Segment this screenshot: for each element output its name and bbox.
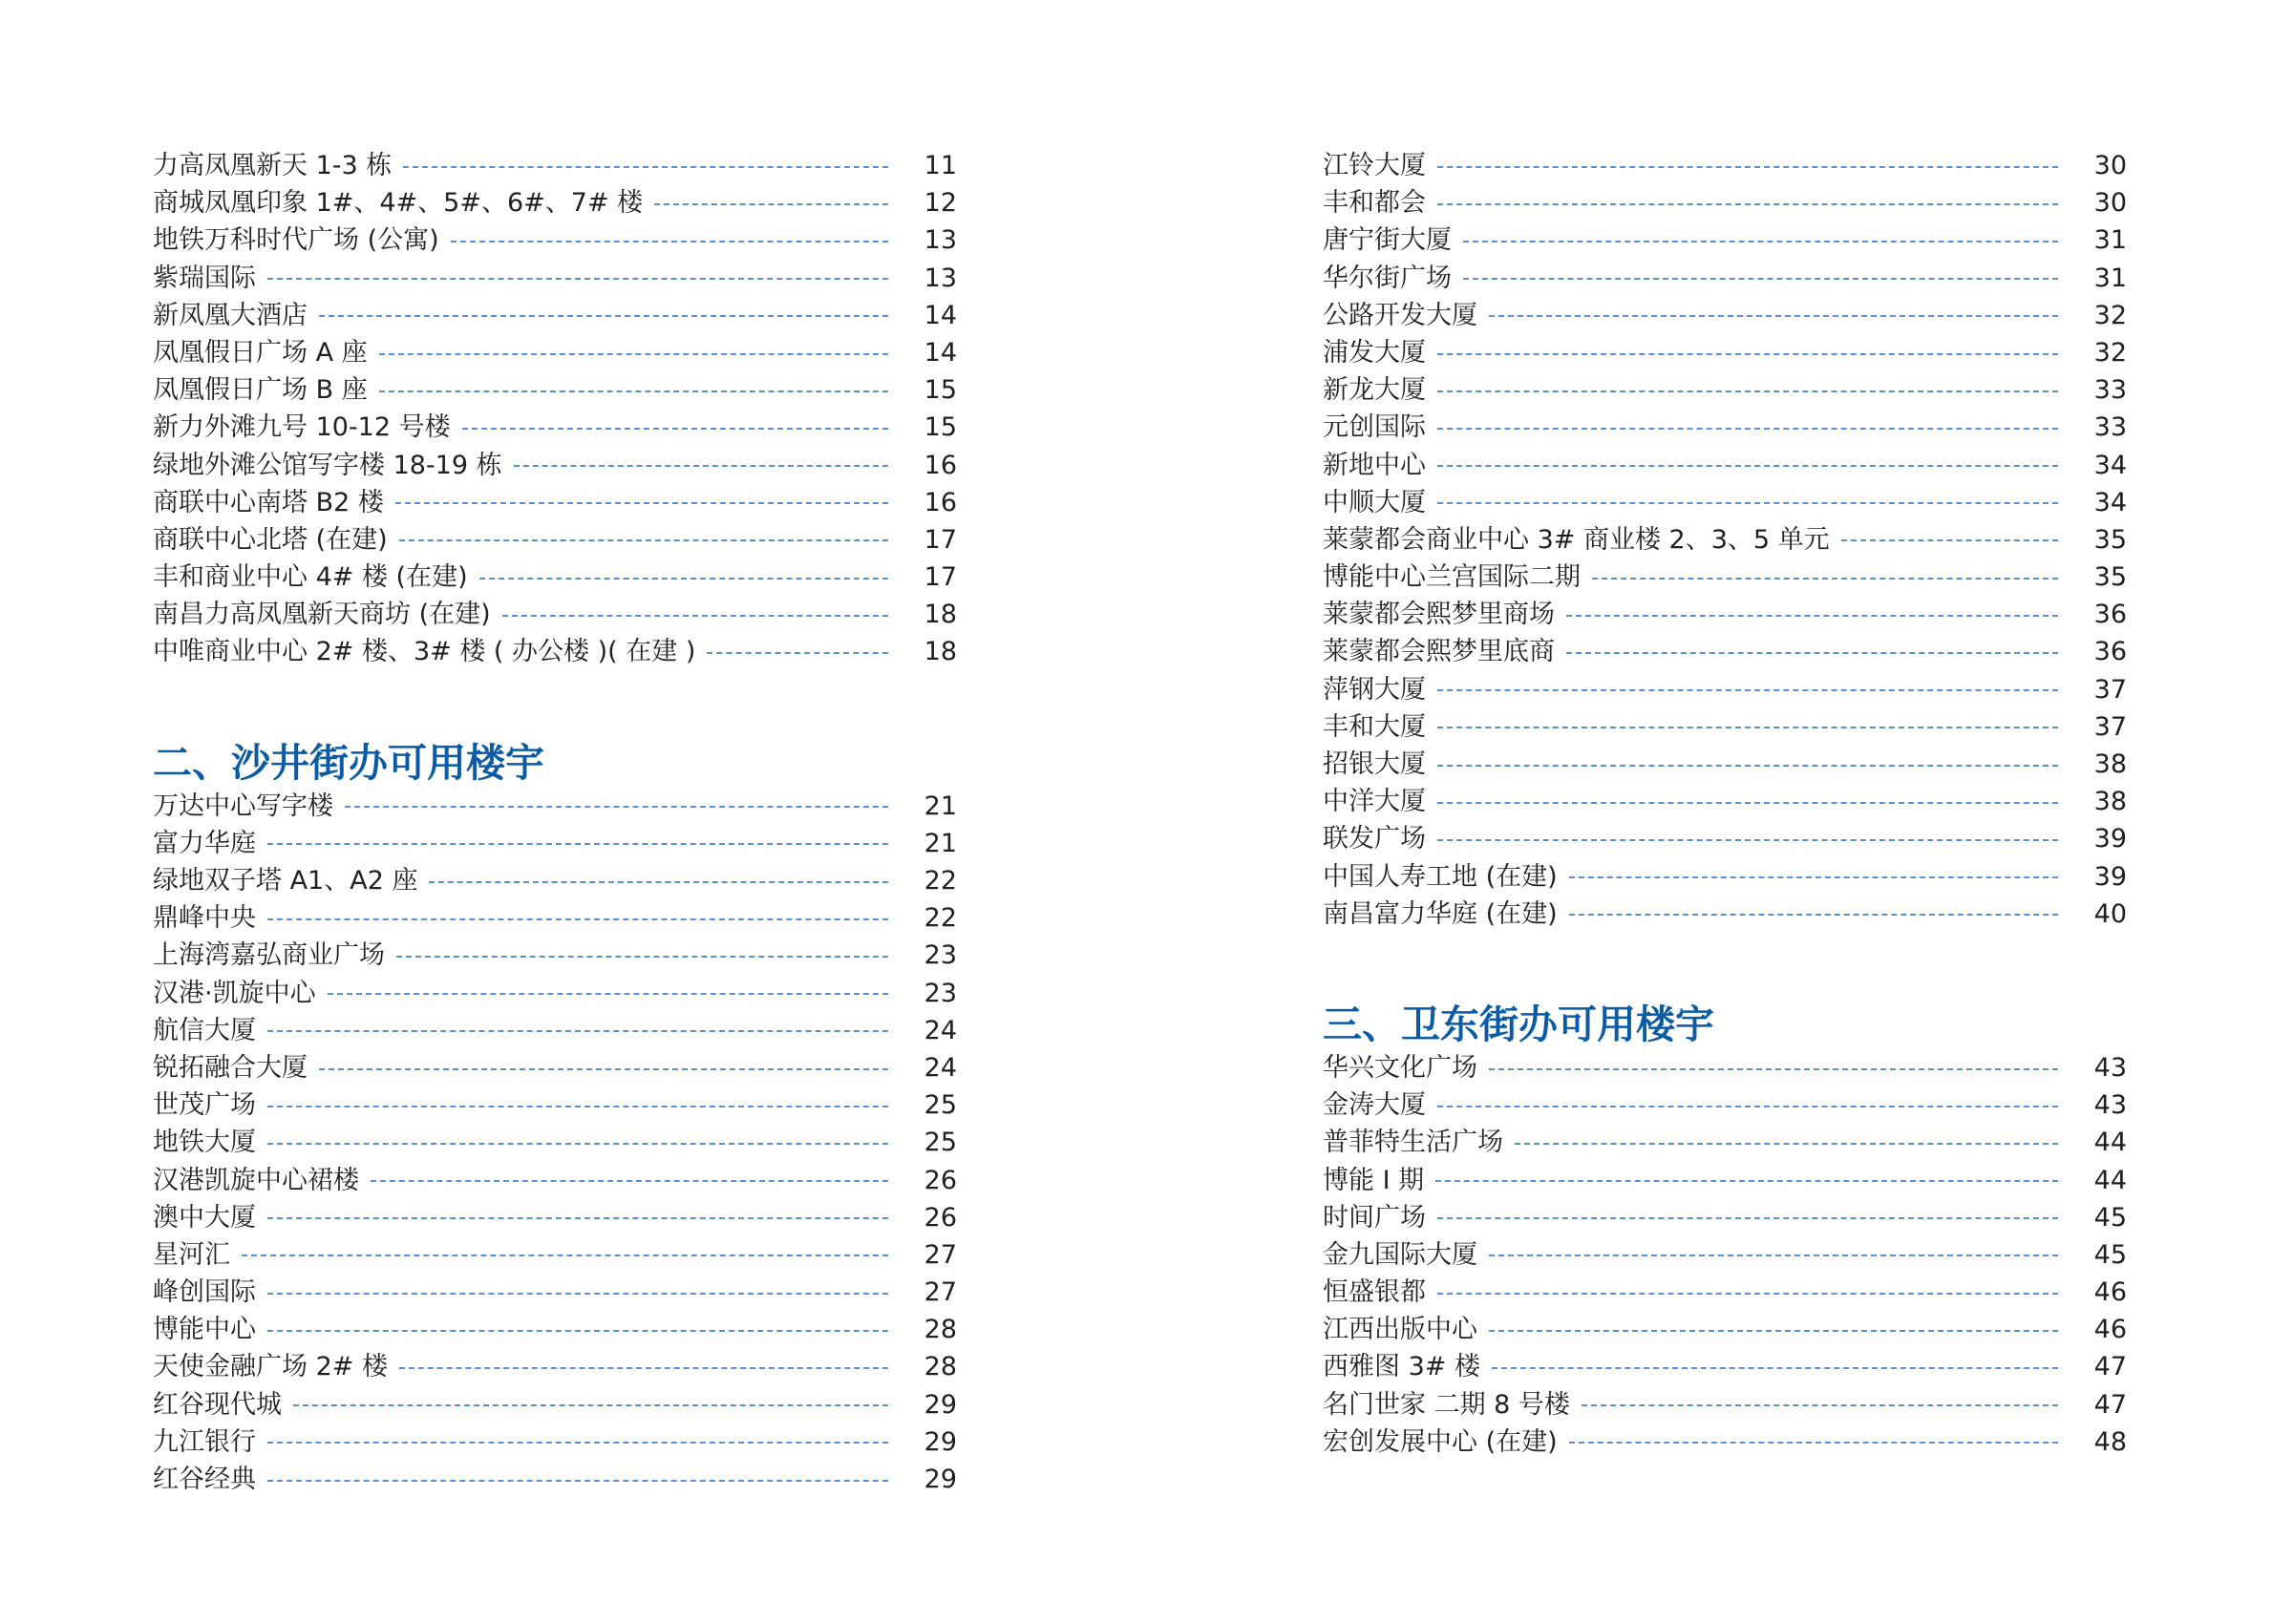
toc-entry-title: 紫瑞国际	[153, 263, 256, 293]
toc-entry-title: 力高凤凰新天 1-3 栋	[153, 151, 393, 180]
toc-entry-page-number: 13	[924, 225, 957, 256]
toc-entry-title: 鼎峰中央	[153, 903, 256, 934]
toc-leader-dots	[1566, 615, 2058, 617]
toc-entry-title: 恒盛银都	[1323, 1277, 1426, 1308]
toc-entry-title: 上海湾嘉弘商业广场	[153, 940, 385, 971]
toc-entry[interactable]	[1323, 559, 2127, 596]
toc-entry[interactable]	[1323, 746, 2127, 783]
toc-leader-dots	[1569, 914, 2058, 916]
toc-entry-title: 世茂广场	[153, 1090, 256, 1121]
toc-entry-page-number: 37	[2093, 674, 2127, 705]
toc-leader-dots	[379, 353, 888, 355]
toc-leader-dots	[371, 1180, 888, 1182]
toc-entry-title: 联发广场	[1323, 824, 1426, 854]
toc-entry-title: 绿地外滩公馆写字楼 18-19 栋	[153, 450, 502, 480]
toc-entry-page-number: 45	[2093, 1239, 2127, 1270]
toc-leader-dots	[1463, 241, 2058, 243]
toc-entry-title: 博能中心兰宫国际二期	[1323, 562, 1581, 593]
toc-entry[interactable]	[1323, 708, 2127, 746]
toc-entry-title: 中洋大厦	[1323, 787, 1426, 817]
toc-entry-page-number: 30	[2093, 188, 2127, 219]
toc-entry[interactable]	[1323, 409, 2127, 446]
toc-leader-dots	[396, 956, 888, 958]
toc-entry[interactable]	[1323, 1274, 2127, 1311]
toc-leader-dots	[267, 1217, 888, 1219]
toc-entry-page-number: 29	[924, 1389, 957, 1420]
toc-entry-title: 招银大厦	[1323, 749, 1426, 779]
toc-group-shajing	[153, 788, 957, 1499]
toc-entry-page-number: 26	[924, 1165, 957, 1195]
toc-leader-dots	[267, 1330, 888, 1332]
toc-entry-page-number: 11	[924, 151, 957, 180]
toc-entry-title: 航信大厦	[153, 1015, 256, 1045]
toc-entry[interactable]	[153, 1049, 957, 1086]
toc-entry[interactable]	[1323, 484, 2127, 521]
toc-leader-dots	[267, 843, 888, 845]
toc-entry-title: 峰创国际	[153, 1277, 256, 1308]
toc-entry-page-number: 32	[2093, 337, 2127, 368]
toc-entry[interactable]	[153, 788, 957, 825]
toc-entry[interactable]	[1323, 1424, 2127, 1461]
toc-entry-page-number: 32	[2093, 300, 2127, 330]
toc-leader-dots	[1566, 652, 2058, 654]
toc-entry[interactable]	[153, 825, 957, 862]
toc-entry-title: 博能中心	[153, 1315, 256, 1345]
toc-entry-title: 万达中心写字楼	[153, 791, 333, 821]
toc-group-continued-left	[153, 147, 957, 671]
toc-leader-dots	[1437, 353, 2058, 355]
toc-entry-page-number: 31	[2093, 263, 2127, 293]
toc-entry[interactable]	[1323, 1086, 2127, 1124]
toc-entry-title: 锐拓融合大厦	[153, 1052, 308, 1083]
toc-entry-title: 金涛大厦	[1323, 1090, 1426, 1121]
toc-leader-dots	[1435, 1180, 2058, 1182]
toc-entry-page-number: 43	[2093, 1052, 2127, 1083]
toc-entry-page-number: 18	[924, 637, 957, 667]
toc-leader-dots	[1437, 839, 2058, 841]
toc-entry[interactable]	[153, 633, 957, 670]
toc-leader-dots	[1437, 465, 2058, 467]
toc-entry-title: 红谷现代城	[153, 1389, 282, 1420]
toc-entry-page-number: 40	[2093, 898, 2127, 929]
toc-leader-dots	[514, 465, 888, 467]
toc-leader-dots	[1492, 1367, 2058, 1369]
section-heading-weidong: 三、卫东街办可用楼宇	[1323, 1001, 1714, 1047]
toc-entry-title: 中国人寿工地 (在建)	[1323, 861, 1558, 892]
toc-leader-dots	[267, 1480, 888, 1482]
toc-entry-page-number: 34	[2093, 487, 2127, 517]
toc-entry[interactable]	[153, 409, 957, 446]
toc-leader-dots	[1582, 1404, 2058, 1406]
toc-leader-dots	[1437, 428, 2058, 430]
toc-entry-page-number: 22	[924, 903, 957, 934]
toc-entry-title: 萍钢大厦	[1323, 674, 1426, 705]
toc-entry[interactable]	[1323, 1124, 2127, 1161]
toc-entry-title: 普菲特生活广场	[1323, 1128, 1503, 1158]
toc-entry[interactable]	[1323, 447, 2127, 484]
toc-entry-title: 时间广场	[1323, 1202, 1426, 1233]
toc-entry[interactable]	[1323, 334, 2127, 371]
toc-entry-title: 江西出版中心	[1323, 1315, 1477, 1345]
toc-entry-title: 九江银行	[153, 1426, 256, 1457]
toc-leader-dots	[345, 806, 888, 808]
toc-leader-dots	[319, 315, 888, 317]
toc-entry-page-number: 36	[2093, 637, 2127, 667]
toc-entry-title: 公路开发大厦	[1323, 300, 1477, 330]
toc-leader-dots	[267, 1106, 888, 1107]
toc-entry-title: 红谷经典	[153, 1465, 256, 1494]
toc-entry-page-number: 29	[924, 1465, 957, 1494]
toc-leader-dots	[267, 1030, 888, 1032]
toc-entry[interactable]	[153, 975, 957, 1012]
toc-leader-dots	[451, 241, 888, 243]
toc-entry-page-number: 15	[924, 375, 957, 406]
toc-right-column	[1323, 147, 2127, 1461]
toc-group-weidong	[1323, 1049, 2127, 1461]
toc-entry-page-number: 25	[924, 1128, 957, 1158]
toc-entry-title: 唐宁街大厦	[1323, 225, 1452, 256]
toc-entry[interactable]	[153, 1012, 957, 1049]
toc-leader-dots	[1569, 1442, 2058, 1444]
toc-entry[interactable]	[1323, 221, 2127, 259]
toc-entry[interactable]	[153, 596, 957, 633]
toc-entry-page-number: 16	[924, 487, 957, 517]
toc-entry-title: 南昌力高凤凰新天商坊 (在建)	[153, 600, 491, 630]
toc-entry-page-number: 23	[924, 940, 957, 971]
toc-entry[interactable]	[1323, 858, 2127, 896]
toc-entry-page-number: 14	[924, 337, 957, 368]
toc-entry[interactable]	[153, 1236, 957, 1274]
toc-entry[interactable]	[153, 1199, 957, 1236]
toc-leader-dots	[1841, 539, 2058, 541]
toc-entry[interactable]	[1323, 147, 2127, 184]
toc-entry-title: 莱蒙都会熙梦里商场	[1323, 600, 1555, 630]
toc-entry[interactable]	[153, 447, 957, 484]
toc-entry-page-number: 14	[924, 300, 957, 330]
toc-leader-dots	[242, 1255, 888, 1256]
toc-entry-page-number: 36	[2093, 600, 2127, 630]
toc-entry-page-number: 17	[924, 562, 957, 593]
toc-entry[interactable]	[153, 184, 957, 221]
toc-entry-page-number: 46	[2093, 1277, 2127, 1308]
toc-leader-dots	[1489, 1068, 2058, 1070]
toc-leader-dots	[429, 881, 888, 883]
toc-entry-page-number: 13	[924, 263, 957, 293]
toc-entry[interactable]	[153, 147, 957, 184]
toc-entry-page-number: 16	[924, 450, 957, 480]
toc-entry-page-number: 43	[2093, 1090, 2127, 1121]
toc-entry-title: 南昌富力华庭 (在建)	[1323, 898, 1558, 929]
toc-leader-dots	[1437, 390, 2058, 392]
toc-entry[interactable]	[1323, 896, 2127, 933]
toc-entry-title: 汉港凯旋中心裙楼	[153, 1165, 359, 1195]
toc-entry-page-number: 24	[924, 1052, 957, 1083]
toc-entry[interactable]	[153, 297, 957, 334]
toc-leader-dots	[1489, 1330, 2058, 1332]
toc-entry-page-number: 24	[924, 1015, 957, 1045]
toc-leader-dots	[1437, 727, 2058, 728]
toc-entry-page-number: 38	[2093, 787, 2127, 817]
toc-entry[interactable]	[153, 1348, 957, 1385]
toc-entry-page-number: 17	[924, 524, 957, 555]
toc-entry-page-number: 29	[924, 1426, 957, 1457]
toc-entry-title: 江铃大厦	[1323, 151, 1426, 180]
toc-entry[interactable]	[1323, 1386, 2127, 1424]
toc-entry-title: 地铁大厦	[153, 1128, 256, 1158]
toc-entry-title: 金九国际大厦	[1323, 1239, 1477, 1270]
toc-entry-page-number: 15	[924, 412, 957, 443]
toc-entry-title: 澳中大厦	[153, 1202, 256, 1233]
toc-leader-dots	[502, 615, 888, 617]
toc-entry[interactable]	[153, 484, 957, 521]
toc-leader-dots	[1437, 689, 2058, 691]
toc-entry-page-number: 38	[2093, 749, 2127, 779]
toc-leader-dots	[462, 428, 888, 430]
toc-entry-title: 西雅图 3# 楼	[1323, 1352, 1480, 1382]
toc-leader-dots	[1437, 166, 2058, 168]
toc-entry-title: 中唯商业中心 2# 楼、3# 楼 ( 办公楼 )( 在建 )	[153, 637, 696, 667]
toc-entry[interactable]	[1323, 260, 2127, 297]
toc-entry-title: 元创国际	[1323, 412, 1426, 443]
toc-entry-page-number: 27	[924, 1277, 957, 1308]
toc-entry-page-number: 33	[2093, 412, 2127, 443]
toc-left-column	[153, 147, 957, 1498]
toc-entry-title: 星河汇	[153, 1239, 230, 1270]
toc-entry-title: 地铁万科时代广场 (公寓)	[153, 225, 439, 256]
toc-entry[interactable]	[153, 1386, 957, 1424]
toc-entry-title: 丰和商业中心 4# 楼 (在建)	[153, 562, 468, 593]
toc-leader-dots	[399, 1367, 888, 1369]
toc-entry-page-number: 26	[924, 1202, 957, 1233]
toc-leader-dots	[1489, 1255, 2058, 1256]
toc-entry-title: 丰和都会	[1323, 188, 1426, 219]
toc-entry[interactable]	[153, 1311, 957, 1348]
toc-entry[interactable]	[1323, 1162, 2127, 1199]
toc-entry-title: 汉港·凯旋中心	[153, 978, 316, 1008]
toc-leader-dots	[328, 993, 888, 995]
section-heading-shajing: 二、沙井街办可用楼宇	[153, 739, 544, 786]
toc-entry-title: 名门世家 二期 8 号楼	[1323, 1389, 1570, 1420]
toc-entry[interactable]	[1323, 1311, 2127, 1348]
toc-group-continued-right	[1323, 147, 2127, 933]
toc-entry[interactable]	[153, 1461, 957, 1498]
toc-entry[interactable]	[1323, 371, 2127, 409]
toc-entry-page-number: 35	[2093, 562, 2127, 593]
toc-entry[interactable]	[153, 1086, 957, 1124]
toc-entry-page-number: 31	[2093, 225, 2127, 256]
toc-entry-page-number: 34	[2093, 450, 2127, 480]
toc-entry-title: 新龙大厦	[1323, 375, 1426, 406]
toc-entry-page-number: 35	[2093, 524, 2127, 555]
toc-entry-title: 新力外滩九号 10-12 号楼	[153, 412, 451, 443]
toc-leader-dots	[1569, 876, 2058, 878]
toc-entry-page-number: 30	[2093, 151, 2127, 180]
toc-entry-page-number: 39	[2093, 861, 2127, 892]
toc-entry[interactable]	[1323, 596, 2127, 633]
toc-entry-page-number: 47	[2093, 1352, 2127, 1382]
toc-entry[interactable]	[1323, 1049, 2127, 1086]
toc-entry-page-number: 44	[2093, 1128, 2127, 1158]
toc-entry-title: 华兴文化广场	[1323, 1052, 1477, 1083]
toc-entry-page-number: 46	[2093, 1315, 2127, 1345]
toc-entry[interactable]	[1323, 783, 2127, 820]
toc-entry[interactable]	[1323, 671, 2127, 708]
toc-entry-page-number: 18	[924, 600, 957, 630]
toc-entry[interactable]	[153, 221, 957, 259]
toc-leader-dots	[1437, 765, 2058, 767]
toc-entry-page-number: 33	[2093, 375, 2127, 406]
toc-entry[interactable]	[153, 334, 957, 371]
toc-entry[interactable]	[153, 937, 957, 974]
toc-entry-title: 中顺大厦	[1323, 487, 1426, 517]
toc-leader-dots	[479, 578, 888, 580]
toc-leader-dots	[654, 203, 888, 205]
toc-entry-title: 莱蒙都会商业中心 3# 商业楼 2、3、5 单元	[1323, 524, 1830, 555]
toc-leader-dots	[1515, 1143, 2058, 1145]
toc-entry-title: 丰和大厦	[1323, 711, 1426, 742]
toc-leader-dots	[319, 1068, 888, 1070]
toc-entry-page-number: 21	[924, 791, 957, 821]
toc-leader-dots	[395, 502, 888, 504]
toc-entry-page-number: 48	[2093, 1426, 2127, 1457]
toc-entry-page-number: 44	[2093, 1165, 2127, 1195]
toc-entry-title: 莱蒙都会熙梦里底商	[1323, 637, 1555, 667]
toc-entry[interactable]	[1323, 633, 2127, 670]
toc-leader-dots	[403, 166, 888, 168]
toc-leader-dots	[707, 652, 888, 654]
toc-leader-dots	[1437, 502, 2058, 504]
toc-entry-page-number: 28	[924, 1315, 957, 1345]
toc-entry[interactable]	[1323, 297, 2127, 334]
toc-entry-title: 商联中心北塔 (在建)	[153, 524, 388, 555]
toc-leader-dots	[1437, 1106, 2058, 1107]
toc-entry[interactable]	[153, 1424, 957, 1461]
toc-entry-page-number: 45	[2093, 1202, 2127, 1233]
toc-entry-title: 商城凤凰印象 1#、4#、5#、6#、7# 楼	[153, 188, 644, 219]
toc-leader-dots	[1592, 578, 2058, 580]
toc-entry-page-number: 47	[2093, 1389, 2127, 1420]
toc-entry[interactable]	[1323, 820, 2127, 857]
toc-leader-dots	[267, 1143, 888, 1145]
toc-entry-title: 华尔街广场	[1323, 263, 1452, 293]
toc-entry[interactable]	[153, 1124, 957, 1161]
toc-entry[interactable]	[153, 559, 957, 596]
toc-entry[interactable]	[153, 899, 957, 937]
toc-entry-page-number: 21	[924, 828, 957, 858]
toc-leader-dots	[379, 390, 888, 392]
toc-entry-title: 新地中心	[1323, 450, 1426, 480]
toc-leader-dots	[1463, 278, 2058, 280]
toc-leader-dots	[1437, 1293, 2058, 1295]
toc-entry-title: 富力华庭	[153, 828, 256, 858]
toc-entry-title: 绿地双子塔 A1、A2 座	[153, 866, 418, 896]
toc-entry-page-number: 25	[924, 1090, 957, 1121]
toc-entry[interactable]	[153, 260, 957, 297]
toc-entry[interactable]	[153, 1274, 957, 1311]
toc-entry[interactable]	[153, 862, 957, 899]
toc-leader-dots	[399, 539, 888, 541]
toc-entry-page-number: 22	[924, 866, 957, 896]
toc-entry[interactable]	[1323, 1199, 2127, 1236]
toc-entry-title: 博能 I 期	[1323, 1165, 1425, 1195]
toc-entry-page-number: 12	[924, 188, 957, 219]
toc-leader-dots	[1437, 802, 2058, 804]
toc-leader-dots	[1489, 315, 2058, 317]
toc-entry-page-number: 27	[924, 1239, 957, 1270]
toc-entry[interactable]	[153, 521, 957, 559]
toc-entry[interactable]	[1323, 521, 2127, 559]
toc-entry[interactable]	[1323, 184, 2127, 221]
toc-leader-dots	[293, 1404, 888, 1406]
toc-entry-title: 新凤凰大酒店	[153, 300, 308, 330]
toc-entry[interactable]	[153, 371, 957, 409]
toc-entry-page-number: 37	[2093, 711, 2127, 742]
toc-leader-dots	[1437, 203, 2058, 205]
toc-leader-dots	[267, 1442, 888, 1444]
toc-entry[interactable]	[153, 1162, 957, 1199]
toc-entry-title: 天使金融广场 2# 楼	[153, 1352, 388, 1382]
toc-leader-dots	[267, 918, 888, 920]
toc-leader-dots	[267, 278, 888, 280]
toc-entry-title: 凤凰假日广场 A 座	[153, 337, 368, 368]
toc-entry-title: 凤凰假日广场 B 座	[153, 375, 368, 406]
toc-entry-title: 宏创发展中心 (在建)	[1323, 1426, 1558, 1457]
toc-entry-title: 浦发大厦	[1323, 337, 1426, 368]
toc-entry-page-number: 28	[924, 1352, 957, 1382]
toc-entry-page-number: 23	[924, 978, 957, 1008]
toc-entry-page-number: 39	[2093, 824, 2127, 854]
toc-entry-title: 商联中心南塔 B2 楼	[153, 487, 384, 517]
toc-leader-dots	[1437, 1217, 2058, 1219]
toc-leader-dots	[267, 1293, 888, 1295]
toc-entry[interactable]	[1323, 1348, 2127, 1385]
toc-entry[interactable]	[1323, 1236, 2127, 1274]
